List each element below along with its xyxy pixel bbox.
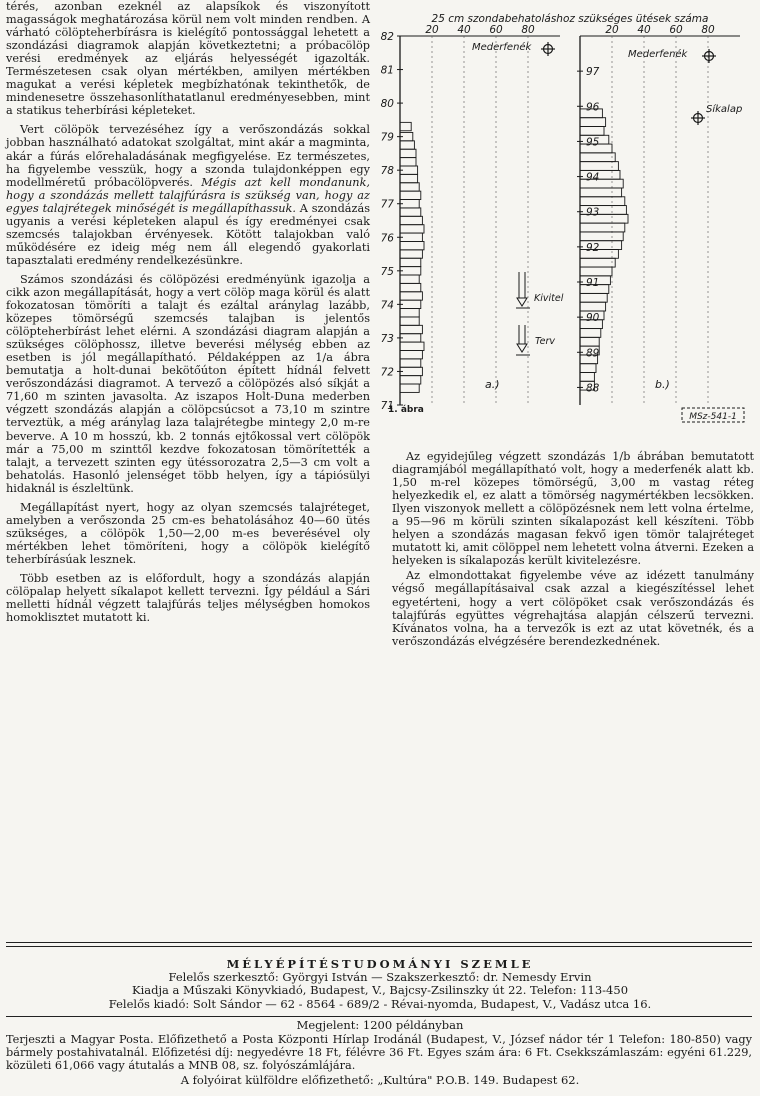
x-tick-label: 80 xyxy=(701,24,715,36)
bar xyxy=(400,275,419,283)
pile-terv xyxy=(517,325,527,352)
bar xyxy=(400,158,416,166)
bar xyxy=(400,359,421,367)
bar xyxy=(580,223,625,232)
editors-line: Felelős szerkesztő: Györgyi István — Szakszerkesztő: dr. Nemesdy Ervin xyxy=(168,970,592,985)
y-tick-label: 90 xyxy=(586,312,600,325)
panel-b xyxy=(577,24,743,405)
bar xyxy=(400,233,422,241)
paragraph: Az elmondottakat figyelembe véve az idézett tanulmány végső megállapításaival csak azzal a kiegészítéssel lehet egyetérteni, hogy a vert cölöpöket csak verőszondázás és talajfúrás együttes végrehajtása alapján célszerű tervezni. Kívánatos volna, ha a tervezők is ezt az utat követnék, és a verőszondázás elvégzésére berendezkednének. xyxy=(392,569,754,648)
mederfenek-label-a: Mederfenék xyxy=(472,42,532,53)
y-tick-label: 73 xyxy=(380,332,394,345)
y-tick-label: 91 xyxy=(586,277,600,289)
publisher-line: Kiadja a Műszaki Könyvkiadó, Budapest, V., Bajcsy-Zsilinszky út 22. Telefon: 113-450 xyxy=(131,983,629,998)
x-tick-label: 60 xyxy=(669,24,683,36)
x-tick-label: 40 xyxy=(457,24,471,36)
bar xyxy=(400,309,419,317)
figure-1 xyxy=(370,0,760,445)
pile-tip xyxy=(517,298,527,306)
bar xyxy=(400,342,424,350)
y-tick-label: 92 xyxy=(586,241,600,254)
paragraph: Számos szondázási és cölöpözési eredményünk igazolja a cikk azon megállapítását, hogy a vert cölöp maga körül és alatt fokozatosan tömöríti a talajt és ezáltal aránylag lazább, közepes tömörségű szemcsés talajban is jelentős cölöpteherbírást lehet elérni. A szondázási diagram alapján a szükséges cölöphossz, illetve beverési mélység ebben az esetben is jól megállapítható. Példaképpen az 1/a ábra bemutatja a holt-dunai bekötőúton épített hídnál felvett verőszondázási diagramot. A tervező a cölöpözés alsó síkját a 71,60 m szinten javasolta. Az iszapos Holt-Duna mederben végzett szondázás alapján a cölöpcsúcsot a 73,10 m szintre terveztük, a még aránylag laza talajrétegbe mintegy 2,0 m-re beverve. A 10 m hosszú, kb. 2 tonnás ejtőkossal vert cölöpök már a 75,00 m szinttől kezdve fokozatosan tömörítették a talajt, a tervezett szinten egy ütéssorozatra 2,5—3 cm volt a behatolás. Hasonló jelenséget több helyen, így a tápiósülyi hidaknál is észleltünk. xyxy=(6,272,370,495)
bar xyxy=(580,232,623,241)
y-tick-label: 78 xyxy=(380,165,394,178)
bar xyxy=(400,325,422,333)
y-tick-label: 71 xyxy=(380,400,394,412)
middle-rule xyxy=(6,1016,752,1017)
bar xyxy=(400,350,422,358)
y-tick-label: 96 xyxy=(586,101,600,114)
panel-a xyxy=(381,24,560,412)
top-rule xyxy=(6,942,752,943)
bar xyxy=(400,267,421,275)
y-tick-label: 93 xyxy=(586,206,600,219)
paragraph xyxy=(6,123,370,267)
y-tick-label: 81 xyxy=(380,64,394,77)
emphasized-text: Mégis azt kell mondanunk, hogy a szondázás mellett talajfúrásra is szükség van, hogy az egyes talajrétegek minőségét is megállapíthassuk. xyxy=(6,175,371,215)
bar xyxy=(400,258,421,266)
bar xyxy=(400,376,421,384)
bar xyxy=(400,384,419,392)
y-tick-label: 76 xyxy=(380,232,394,245)
bar xyxy=(400,208,421,216)
journal-title: MÉLYÉPÍTÉSTUDOMÁNYI SZEMLE xyxy=(226,957,534,971)
terv-label: Terv xyxy=(535,336,556,347)
bar xyxy=(400,367,422,375)
bar xyxy=(400,283,421,291)
mederfenek-symbol-b xyxy=(702,49,716,63)
masthead xyxy=(0,958,760,1011)
bar xyxy=(400,191,421,199)
print-run: Megjelent: 1200 példányban xyxy=(296,1018,464,1032)
figure-code: MSz-541-1 xyxy=(689,412,737,422)
bar xyxy=(400,300,421,308)
y-tick-label: 97 xyxy=(586,66,600,79)
y-tick-label: 80 xyxy=(380,98,394,111)
bar xyxy=(400,141,414,149)
paragraph: Megállapítást nyert, hogy az olyan szemcsés talajréteget, amelyben a verőszonda 25 cm-es behatolásához 40—60 ütés szükséges, a cölöpök 1,50—2,00 m-es beverésével oly mértékben lehet tömöríteni, hogy a cölöpök kielégítő teherbírásúak lesznek. xyxy=(6,500,370,566)
paragraph: Az egyidejűleg végzett szondázás 1/b ábrában bemutatott diagramjából megállapítható volt, hogy a mederfenék alatt kb. 1,50 m-rel közepes tömörségű, 3,00 m vastag réteg helyezkedik el, ez alatt a tömörség nagymértékben lecsökken. Ilyen viszonyok mellett a cölöpözésnek nem lett volna értelme, a 95—96 m körüli szinten síkalapozást kell készíteni. Több helyen a szondázás magasan fekvő igen tömör talajréteget mutatott ki, amit cölöppel nem lehetett volna átverni. Ezeken a helyeken is síkalapozás került kivitelezésre. xyxy=(392,450,754,568)
y-tick-label: 75 xyxy=(380,265,394,278)
imprint-text: Terjeszti a Magyar Posta. Előfizethető a Posta Központi Hírlap Irodánál (Budapest, V., József nádor tér 1 Telefon: 180-850) vagy bármely postahivatalnál. Előfizetési díj: negyedévre 18 Ft, félévre 36 Ft. Egyes szám ára: 6 Ft. Csekkszámlaszám: egyéni 61.229, közületi 61,066 vagy átutalás a MNB 08, sz. folyószámlájára. xyxy=(6,1033,752,1072)
y-tick-label: 88 xyxy=(586,382,600,395)
sikalap-label: Síkalap xyxy=(706,104,743,115)
y-tick-label: 94 xyxy=(586,171,600,184)
pile-tip xyxy=(517,344,527,352)
bar xyxy=(400,317,419,325)
sikalap-symbol xyxy=(691,111,705,125)
bar xyxy=(400,183,419,191)
x-tick-label: 80 xyxy=(521,24,535,36)
bar xyxy=(580,118,606,127)
bar xyxy=(400,225,424,233)
article-left-column xyxy=(6,0,370,630)
bar xyxy=(400,149,416,157)
bar xyxy=(580,197,625,206)
responsible-publisher-line: Felelős kiadó: Solt Sándor — 62 - 8564 - 689/2 - Révai-nyomda, Budapest, V., Vadász utca 16. xyxy=(108,996,652,1011)
bar xyxy=(400,334,421,342)
bar xyxy=(400,241,424,249)
bar xyxy=(580,267,612,276)
panel-a-label: a.) xyxy=(485,378,500,391)
bar xyxy=(580,302,606,311)
y-tick-label: 82 xyxy=(380,31,394,43)
bar xyxy=(400,250,422,258)
paragraph: térés, azonban ezeknél az alapsíkok és viszonyított magasságok meghatározása körül nem volt minden rendben. A várható cölöpteherbírásra is kielégítő pontossággal lehetett a szondázási diagramok alapján következtetni; a próbacölöp verési eredmények az eljárás helyességét igazolták. Természetesen csak olyan mértékben, amilyen mértékben magukat a verési képletek megbízhatónak tekinthetők, de mindenesetre összehasonlíthatatlanul eredményesebben, mint a statikus teherbírási képleteket. xyxy=(6,0,370,118)
mederfenek-label-b: Mederfenék xyxy=(628,49,688,60)
bar xyxy=(580,293,607,302)
bar xyxy=(400,292,422,300)
paragraph-text: Vert cölöpök tervezéséhez így a verőszondázás sokkal jobban használható adatokat szolgáltat, mint akár a magminta, akár a fúrás előrehaladásának megfigyelése. Ez természetes, ha figyelembe vesszük, hogy a szonda tulajdonképpen egy modellméretű próbacölöpverés. xyxy=(6,123,370,189)
kivitel-label: Kivitel xyxy=(534,293,564,304)
bar xyxy=(580,258,615,267)
y-tick-label: 72 xyxy=(380,366,394,379)
foreign-subscription: A folyóirat külföldre előfizethető: „Kultúra" P.O.B. 149. Budapest 62. xyxy=(180,1073,580,1087)
figure-title: 25 cm szondabehatoláshoz szükséges ütések száma xyxy=(431,13,709,25)
top-rule-2 xyxy=(6,946,752,947)
y-tick-label: 95 xyxy=(586,136,600,149)
mederfenek-symbol-a xyxy=(541,42,555,56)
pile-kivitel xyxy=(517,272,527,306)
figure-caption: 1. ábra xyxy=(388,405,424,415)
y-tick-label: 74 xyxy=(380,299,394,312)
x-tick-label: 40 xyxy=(637,24,651,36)
bar xyxy=(580,188,622,197)
bar xyxy=(400,122,411,130)
paragraph: Több esetben az is előfordult, hogy a szondázás alapján cölöpalap helyett síkalapot kellett tervezni. Így például a Sári melletti hídnál végzett talajfúrás teljes mélységben homokos homoklisztet mutatott ki. xyxy=(6,571,370,625)
bar xyxy=(580,337,599,346)
panel-b-label: b.) xyxy=(655,378,670,391)
bar xyxy=(580,372,594,381)
bar xyxy=(580,126,604,135)
bar xyxy=(580,329,601,338)
y-tick-label: 89 xyxy=(586,347,600,360)
bar xyxy=(400,174,418,182)
paragraph-text: A szondázás ugyanis a verési képleteken alapul és így eredményei csak szemcsés talajokban érvényesek. Kötött talajokban való működésére ez ideig még nem áll elegendő gyakorlati tapasztalati eredmény rendelkezésünkre. xyxy=(6,201,371,267)
x-tick-label: 60 xyxy=(489,24,503,36)
annotations xyxy=(388,41,744,422)
bar xyxy=(580,162,618,171)
bar xyxy=(580,153,615,162)
y-tick-label: 79 xyxy=(380,131,394,144)
y-tick-label: 77 xyxy=(380,198,394,211)
bar xyxy=(580,364,596,373)
x-tick-label: 20 xyxy=(605,24,619,36)
bar xyxy=(400,216,422,224)
article-right-column xyxy=(392,450,754,650)
x-tick-label: 20 xyxy=(425,24,439,36)
